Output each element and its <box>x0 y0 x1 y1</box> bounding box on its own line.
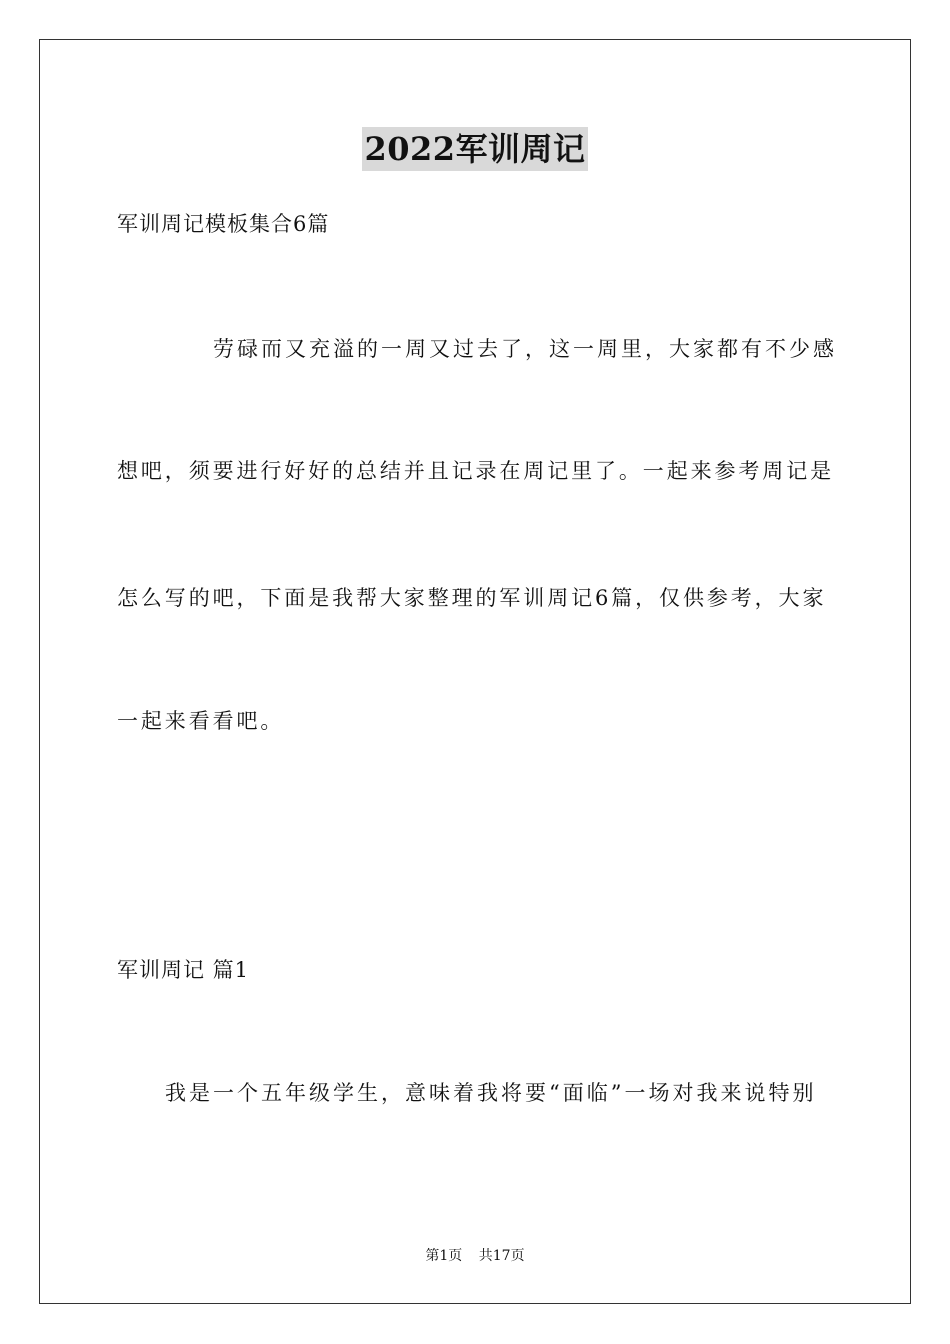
paragraph-line-2: 想吧，须要进行好好的总结并且记录在周记里了。一起来参考周记是 <box>117 459 834 483</box>
page-footer <box>0 1246 950 1266</box>
section-first-line: 我是一个五年级学生，意味着我将要“面临”一场对我来说特别 <box>165 1081 817 1105</box>
title-container <box>0 127 950 171</box>
section-heading: 军训周记 篇1 <box>117 958 250 982</box>
document-subtitle: 军训周记模板集合6篇 <box>117 212 330 236</box>
document-title: 2022军训周记 <box>362 127 587 171</box>
paragraph-line-4: 一起来看看吧。 <box>117 709 285 733</box>
page-total: 共17页 <box>478 1248 525 1264</box>
paragraph-line-1: 劳碌而又充溢的一周又过去了，这一周里，大家都有不少感 <box>213 337 837 361</box>
page-number: 第1页 <box>425 1248 463 1264</box>
paragraph-line-3: 怎么写的吧，下面是我帮大家整理的军训周记6篇，仅供参考，大家 <box>117 586 827 610</box>
